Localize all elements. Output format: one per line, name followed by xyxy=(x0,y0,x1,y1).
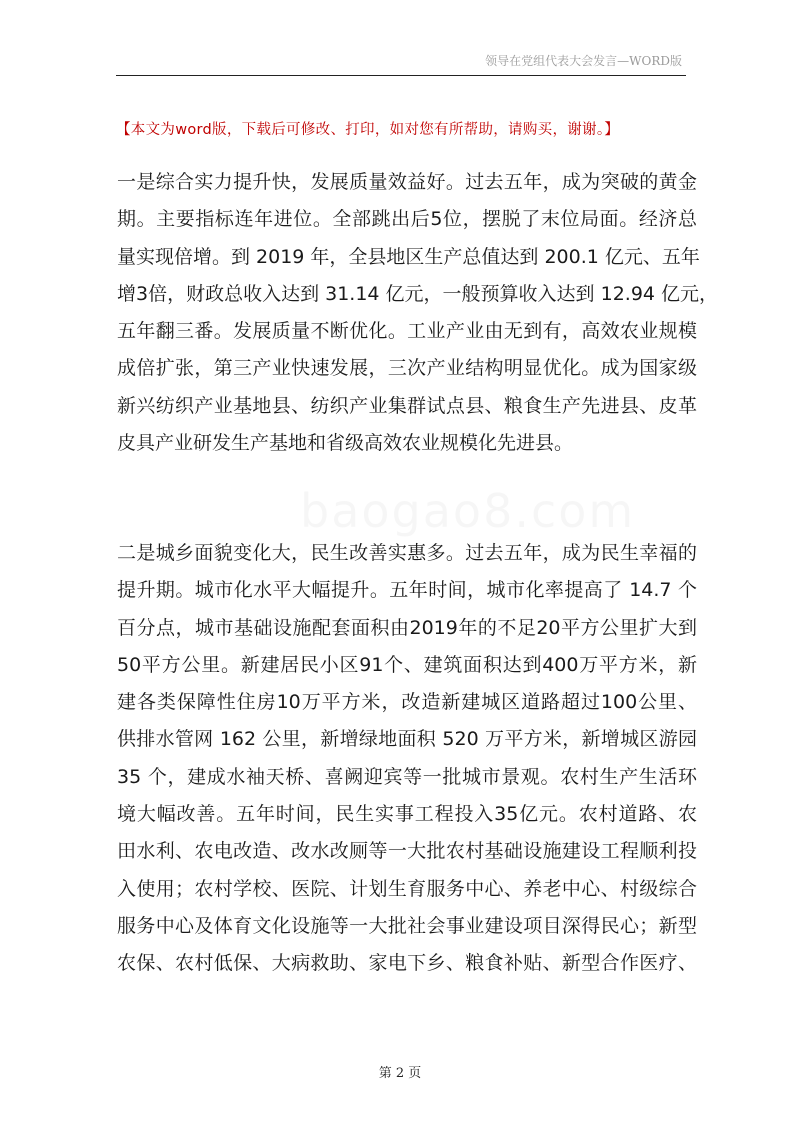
paragraph-line: 50平方公里。新建居民小区91个、建筑面积达到400万平方米，新 xyxy=(117,653,697,676)
paragraph-line: 一是综合实力提升快，发展质量效益好。过去五年，成为突破的黄金 xyxy=(117,171,697,193)
paragraph-line: 提升期。城市化水平大幅提升。五年时间，城市化率提高了 14.7 个 xyxy=(117,579,697,602)
paragraph-line: 农保、农村低保、大病救助、家电下乡、粮食补贴、新型合作医疗、 xyxy=(117,952,697,975)
paragraph-line: 成倍扩张，第三产业快速发展，三次产业结构明显优化。成为国家级 xyxy=(117,357,697,380)
paragraph-line: 入使用；农村学校、医院、计划生育服务中心、养老中心、村级综合 xyxy=(117,877,697,900)
paragraph-line: 供排水管网 162 公里，新增绿地面积 520 万平方米，新增城区游园 xyxy=(117,728,697,751)
paragraph-line: 二是城乡面貌变化大，民生改善实惠多。过去五年，成为民生幸福的 xyxy=(117,542,697,564)
running-header: 领导在党组代表大会发言—WORD版 xyxy=(485,54,682,68)
page-number: 第 2 页 xyxy=(378,1066,422,1081)
watermark xyxy=(300,484,635,538)
paragraph-line: 服务中心及体育文化设施等一大批社会事业建设项目深得民心；新型 xyxy=(117,914,697,937)
paragraph-line: 建各类保障性住房10万平方米，改造新建城区道路超过100公里、 xyxy=(117,691,697,714)
paragraph-line: 期。主要指标连年进位。全部跳出后5位，摆脱了末位局面。经济总 xyxy=(117,208,697,231)
paragraph-comprehensive-strength xyxy=(117,164,719,462)
paragraph-line: 35 个，建成水袖天桥、喜阙迎宾等一批城市景观。农村生产生活环 xyxy=(117,765,697,788)
paragraph-urban-rural xyxy=(117,535,697,983)
paragraph-line: 新兴纺织产业基地县、纺织产业集群试点县、粮食生产先进县、皮革 xyxy=(117,394,697,417)
paragraph-line: 皮具产业研发生产基地和省级高效农业规模化先进县。 xyxy=(117,432,574,455)
paragraph-line: 境大幅改善。五年时间，民生实事工程投入35亿元。农村道路、农 xyxy=(117,803,697,826)
paragraph-line: 量实现倍增。到 2019 年，全县地区生产总值达到 200.1 亿元、五年 xyxy=(117,245,700,268)
download-notice: 【本文为word版，下载后可修改、打印，如对您有所帮助，请购买，谢谢。】 xyxy=(116,122,620,138)
header-divider xyxy=(116,75,686,76)
paragraph-line: 五年翻三番。发展质量不断优化。工业产业由无到有，高效农业规模 xyxy=(117,320,697,343)
paragraph-line: 田水利、农电改造、改水改厕等一大批农村基础设施建设工程顺利投 xyxy=(117,840,697,863)
paragraph-line: 增3倍，财政总收入达到 31.14 亿元，一般预算收入达到 12.94 亿元， xyxy=(117,282,719,305)
paragraph-line: 百分点，城市基础设施配套面积由2019年的不足20平方公里扩大到 xyxy=(117,616,697,639)
